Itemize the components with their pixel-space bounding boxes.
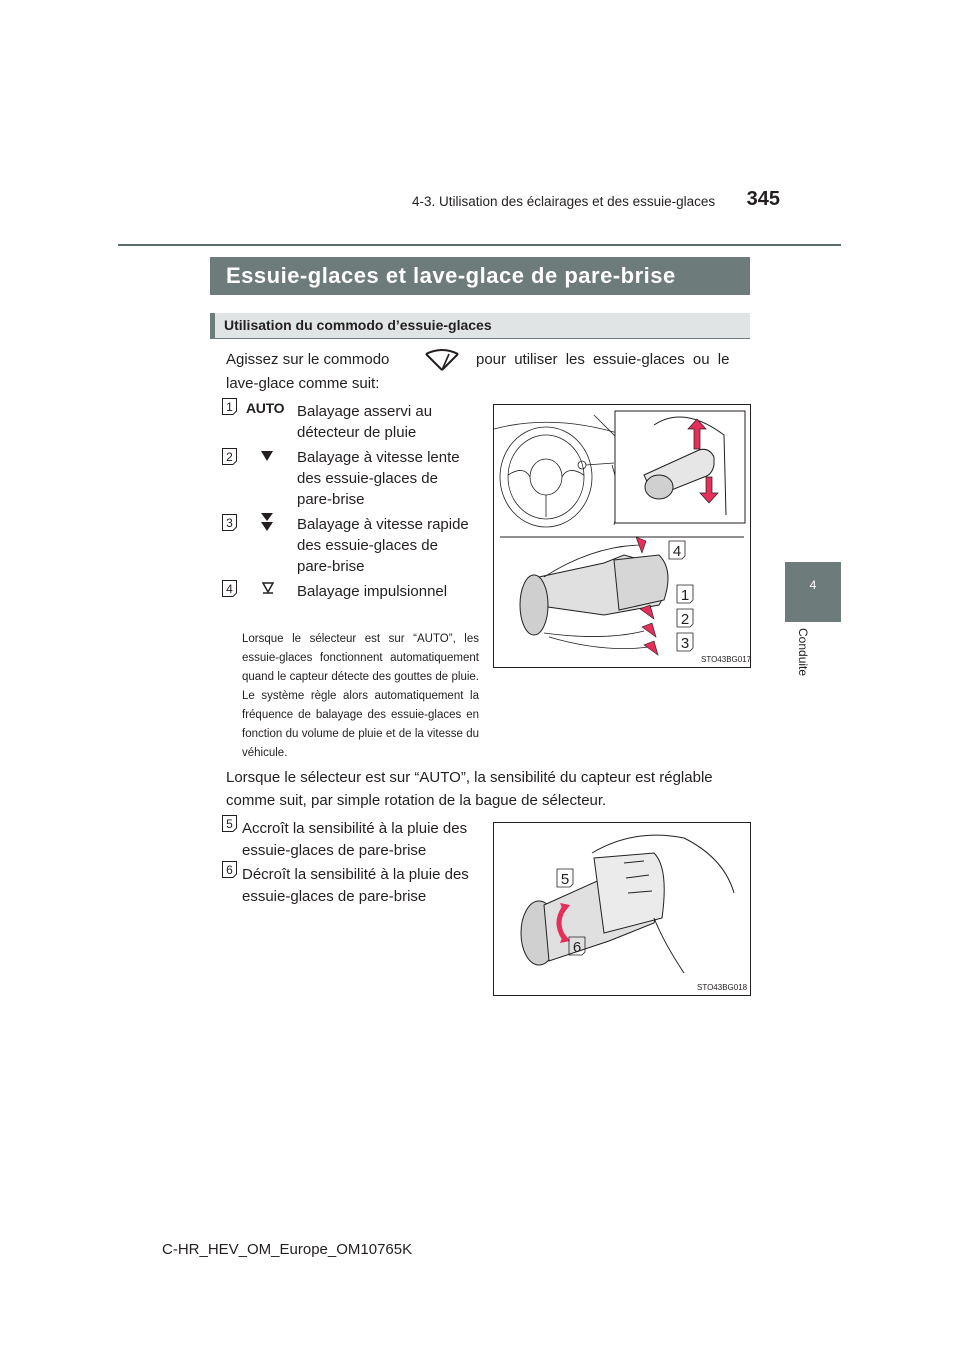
mode-1-line2: détecteur de pluie: [297, 424, 417, 441]
item-6-line2: essuie-glaces de pare-brise: [242, 888, 427, 905]
callout-1-icon: [222, 398, 237, 415]
intro-before-icon: Agissez sur le commodo: [226, 351, 390, 368]
figure-1-illustration: [494, 405, 750, 667]
callout-2-icon: [222, 448, 237, 465]
figure-1: [493, 404, 751, 668]
single-down-triangle-icon: [260, 450, 274, 462]
svg-text:2: 2: [226, 450, 233, 464]
auto-note: Lorsque le sélecteur est sur “AUTO”, les essuie-glaces fonctionnent automatiquement quand le capteur détecte des gouttes de pluie. Le système règle alors automatiquement la fréquence de balayage des essuie-glaces en fonction du volume de pluie et de la vitesse du véhicule.: [242, 633, 479, 759]
chapter-tab: [785, 562, 841, 622]
svg-text:1: 1: [680, 587, 690, 604]
section-title: Essuie-glaces et lave-glace de pare-brise: [226, 263, 676, 288]
svg-text:3: 3: [680, 635, 690, 652]
mode-4-line1: Balayage impulsionnel: [297, 583, 448, 600]
figure-2-illustration: [494, 823, 750, 995]
mode-3-line3: pare-brise: [297, 558, 365, 575]
svg-text:1: 1: [226, 400, 233, 414]
callout-5-icon: [222, 815, 237, 832]
callout-3-icon: [222, 514, 237, 531]
mode-2-line3: pare-brise: [297, 491, 365, 508]
mode-3-line1: Balayage à vitesse rapide: [297, 516, 469, 533]
svg-text:4: 4: [226, 582, 233, 596]
intro-after-icon: pour utiliser les essuie-glaces ou le: [476, 351, 730, 368]
subsection-rule: [210, 338, 750, 339]
page-number: 345: [746, 188, 780, 210]
item-6-line1: Décroît la sensibilité à la pluie des: [242, 866, 469, 883]
svg-text:6: 6: [572, 939, 582, 956]
sensitivity-intro-line2: comme suit, par simple rotation de la bague de sélecteur.: [226, 792, 607, 809]
mode-2-line1: Balayage à vitesse lente: [297, 449, 460, 466]
chapter-tab-label: Conduite: [796, 628, 810, 677]
subsection-title: Utilisation du commodo d’essuie-glaces: [224, 317, 492, 333]
subsection-title-bar: [210, 313, 750, 338]
section-title-bar: [210, 257, 750, 295]
auto-symbol: AUTO: [246, 400, 285, 416]
mode-1-line1: Balayage asservi au: [297, 403, 433, 420]
callout-6-icon: [222, 861, 237, 878]
header-rule: [118, 244, 841, 246]
mode-3-line2: des essuie-glaces de: [297, 537, 438, 554]
mist-triangle-icon: [262, 582, 274, 594]
callout-4-icon: [222, 580, 237, 597]
item-5-line1: Accroît la sensibilité à la pluie des: [242, 820, 468, 837]
sensitivity-intro-line1: Lorsque le sélecteur est sur “AUTO”, la sensibilité du capteur est réglable: [226, 769, 713, 786]
svg-text:4: 4: [672, 543, 682, 560]
item-5-line2: essuie-glaces de pare-brise: [242, 842, 427, 859]
figure-2: [493, 822, 751, 996]
svg-text:5: 5: [560, 871, 570, 888]
wiper-icon: [423, 348, 461, 374]
svg-text:5: 5: [226, 817, 233, 831]
figure-2-code: STO43BG018: [697, 983, 748, 992]
chapter-header: 4-3. Utilisation des éclairages et des essuie-glaces: [412, 194, 716, 209]
svg-text:6: 6: [226, 863, 233, 877]
figure-1-code: STO43BG017: [701, 655, 752, 664]
svg-text:2: 2: [680, 611, 690, 628]
intro-line2: lave-glace comme suit:: [226, 375, 380, 392]
mode-2-line2: des essuie-glaces de: [297, 470, 438, 487]
chapter-tab-number: 4: [809, 578, 817, 592]
double-down-triangle-icon: [260, 512, 274, 532]
svg-text:3: 3: [226, 516, 233, 530]
footer-document-code: C-HR_HEV_OM_Europe_OM10765K: [162, 1241, 413, 1258]
